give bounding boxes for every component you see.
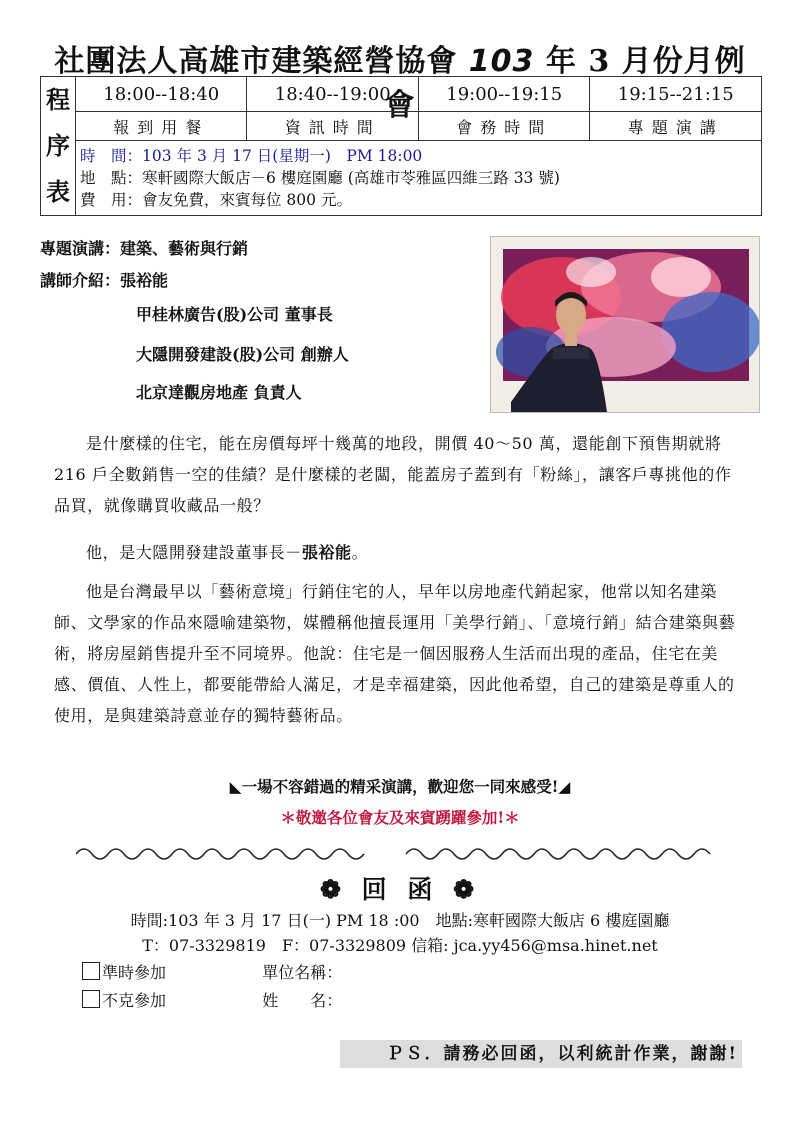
name-label: 姓 名： bbox=[262, 991, 343, 1010]
reply-event-info: 時間:103 年 3 月 17 日(一) PM 18 :00 地點:寒軒國際大飯店 6 樓庭園廳 bbox=[130, 911, 670, 930]
slot-time-4: 19:15--21:15 bbox=[590, 77, 762, 112]
org-name: 社團法人高雄市建築經營協會 bbox=[54, 44, 458, 79]
schedule-side-label: 程 序 表 bbox=[41, 77, 76, 216]
speaker-photo-illustration bbox=[491, 237, 759, 412]
decline-checkbox[interactable] bbox=[82, 990, 100, 1008]
reply-contact-info: T：07-3329819 F：07-3329809 信箱: jca.yy456@msa.hinet.net bbox=[142, 936, 658, 955]
attend-row bbox=[82, 960, 342, 983]
speaker-name: 張裕能 bbox=[301, 543, 352, 562]
ps-note: ＰＳ．請務必回函，以利統計作業，謝謝! bbox=[340, 1040, 742, 1068]
title-event: 年 3 月份月例會 bbox=[384, 44, 746, 123]
speaker-photo bbox=[490, 236, 760, 413]
talk-topic: 專題演講：建築、藝術與行銷 bbox=[40, 239, 249, 258]
decline-label: 不克參加 bbox=[102, 991, 167, 1010]
slot-time-1: 18:00--18:40 bbox=[76, 77, 247, 112]
title-year: 103 bbox=[468, 44, 535, 79]
unit-name-label: 單位名稱： bbox=[262, 963, 343, 982]
slot-label-1: 報到用餐 bbox=[76, 112, 247, 141]
slot-time-3: 19:00--19:15 bbox=[418, 77, 589, 112]
body-paragraph-2: 他，是大隱開發建設董事長－張裕能。 bbox=[86, 543, 369, 562]
schedule-table bbox=[40, 76, 762, 216]
slot-label-2: 資訊時間 bbox=[247, 112, 418, 141]
event-fee: 費 用：會友免費，來賓每位 800 元。 bbox=[80, 191, 352, 209]
slot-label-4: 專題演講 bbox=[590, 112, 762, 141]
triangle-left-icon: ◣ bbox=[229, 777, 242, 796]
decline-row bbox=[82, 988, 342, 1011]
promo-line-2: ＊敬邀各位會友及來賓踴躍參加!＊ bbox=[280, 808, 520, 827]
event-place: 地 點：寒軒國際大飯店－6 樓庭園廳 (高雄市苓雅區四維三路 33 號) bbox=[80, 169, 560, 187]
flower-right-icon: ❁ bbox=[453, 875, 481, 904]
speaker-role-1: 甲桂林廣告(股)公司 董事長 bbox=[136, 305, 333, 324]
event-info bbox=[76, 141, 762, 216]
slot-label-3: 會務時間 bbox=[418, 112, 589, 141]
body-paragraph-1: 是什麼樣的住宅，能在房價每坪十幾萬的地段，開價 40～50 萬，還能創下預售期就將 216 戶全數銷售一空的佳績？是什麼樣的老闆，能蓋房子蓋到有「粉絲」，讓客戶專挑他的作品買，就像購買收藏品一般？ bbox=[54, 434, 732, 515]
body-paragraph-3: 他是台灣最早以「藝術意境」行銷住宅的人，早年以房地產代銷起家，他常以知名建築師、文學家的作品來隱喻建築物，媒體稱他擅長運用「美學行銷」、「意境行銷」結合建築與藝術，將房屋銷售提升至不同境界。他說：住宅是一個因服務人生活而出現的產品，住宅在美感、價值、人性上，都要能帶給人滿足，才是幸福建築，因此他希望，自己的建築是尊重人的使用，是與建築詩意並存的獨特藝術品。 bbox=[54, 582, 736, 725]
flower-left-icon: ❁ bbox=[319, 875, 347, 904]
reply-title: ❁ 回 函 ❁ bbox=[319, 875, 481, 904]
attend-label: 準時參加 bbox=[102, 963, 167, 982]
speaker-role-2: 大隱開發建設(股)公司 創辦人 bbox=[136, 345, 349, 364]
event-time: 時 間：103 年 3 月 17 日(星期一) PM 18:00 bbox=[80, 147, 423, 165]
slot-time-2: 18:40--19:00 bbox=[247, 77, 418, 112]
speaker-role-3: 北京達觀房地產 負責人 bbox=[136, 383, 302, 402]
triangle-right-icon: ◢ bbox=[558, 777, 571, 796]
promo-line-1: ◣一場不容錯過的精采演講，歡迎您一同來感受!◢ bbox=[229, 777, 571, 796]
decorative-divider bbox=[76, 842, 716, 862]
attend-checkbox[interactable] bbox=[82, 962, 100, 980]
talk-speaker: 講師介紹：張裕能 bbox=[40, 271, 169, 290]
